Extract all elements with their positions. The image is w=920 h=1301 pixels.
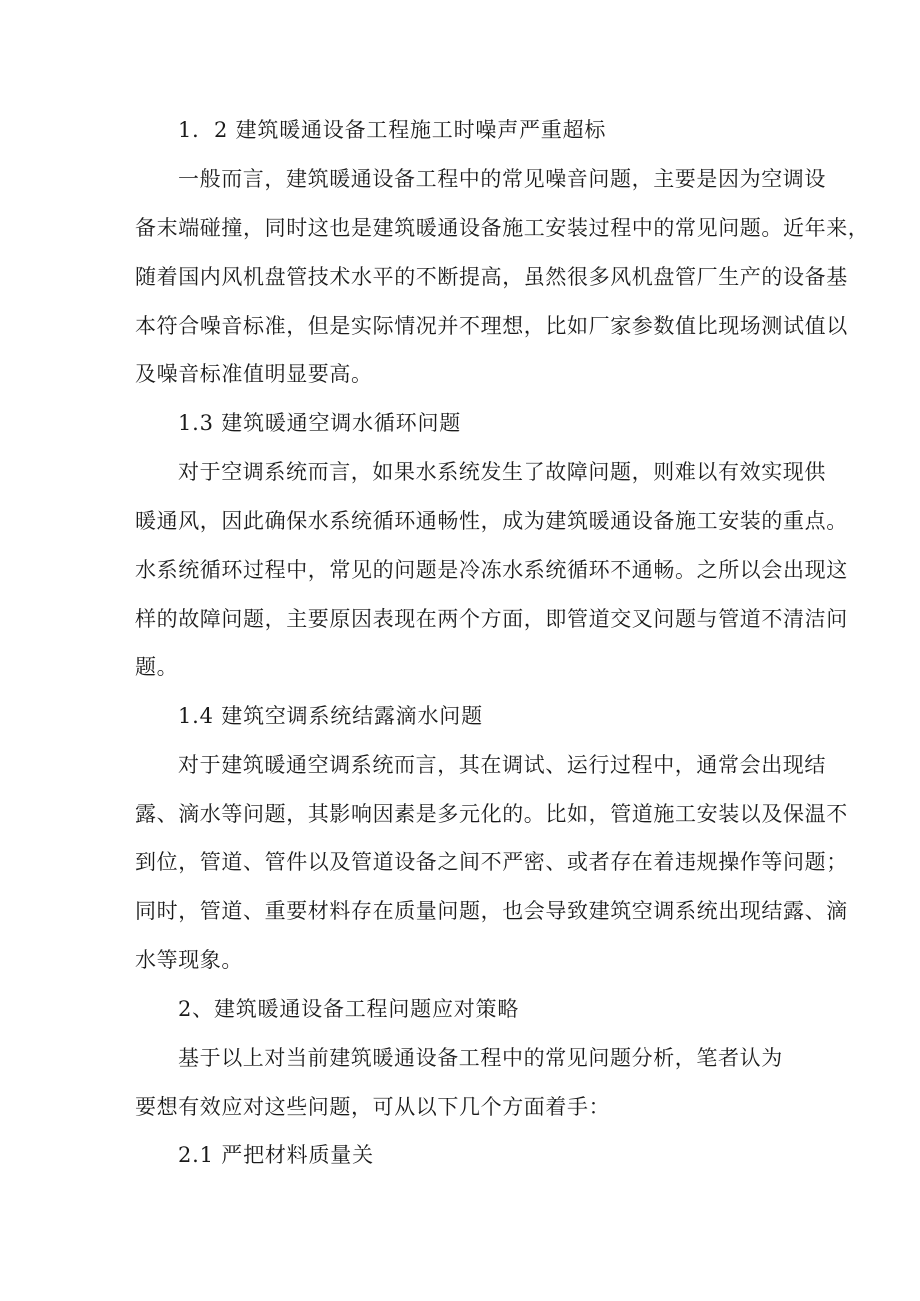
paragraph-line: 一般而言，建筑暖通设备工程中的常见噪音问题，主要是因为空调设 <box>178 167 826 191</box>
section-heading-1-3: 1.3 建筑暖通空调水循环问题 <box>178 411 462 435</box>
paragraph-line: 露、滴水等问题，其影响因素是多元化的。比如，管道施工安装以及保温不 <box>135 802 848 826</box>
paragraph-line: 本符合噪音标准，但是实际情况并不理想，比如厂家参数值比现场测试值以 <box>135 314 848 338</box>
paragraph-line: 及噪音标准值明显要高。 <box>135 362 373 386</box>
paragraph-line: 要想有效应对这些问题，可从以下几个方面着手： <box>135 1095 611 1119</box>
paragraph-line: 暖通风，因此确保水系统循环通畅性，成为建筑暖通设备施工安装的重点。 <box>135 509 848 533</box>
paragraph-line: 同时，管道、重要材料存在质量问题，也会导致建筑空调系统出现结露、滴 <box>135 899 848 923</box>
section-heading-2-1: 2.1 严把材料质量关 <box>178 1143 374 1167</box>
paragraph-line: 对于建筑暖通空调系统而言，其在调试、运行过程中，通常会出现结 <box>178 753 826 777</box>
section-heading-1-2: 1．2 建筑暖通设备工程施工时噪声严重超标 <box>178 118 607 142</box>
paragraph-line: 水等现象。 <box>135 948 243 972</box>
section-heading-2: 2、建筑暖通设备工程问题应对策略 <box>178 997 520 1021</box>
paragraph-line: 题。 <box>135 655 179 679</box>
section-heading-1-4: 1.4 建筑空调系统结露滴水问题 <box>178 704 483 728</box>
paragraph-line: 样的故障问题，主要原因表现在两个方面，即管道交叉问题与管道不清洁问 <box>135 607 848 631</box>
paragraph-line: 对于空调系统而言，如果水系统发生了故障问题，则难以有效实现供 <box>178 460 826 484</box>
paragraph-line: 到位，管道、管件以及管道设备之间不严密、或者存在着违规操作等问题； <box>135 850 848 874</box>
paragraph-line: 基于以上对当前建筑暖通设备工程中的常见问题分析，笔者认为 <box>178 1046 783 1070</box>
paragraph-line: 备末端碰撞，同时这也是建筑暖通设备施工安装过程中的常见问题。近年来， <box>135 216 870 240</box>
paragraph-line: 随着国内风机盘管技术水平的不断提高，虽然很多风机盘管厂生产的设备基 <box>135 265 848 289</box>
paragraph-line: 水系统循环过程中，常见的问题是冷冻水系统循环不通畅。之所以会出现这 <box>135 558 848 582</box>
